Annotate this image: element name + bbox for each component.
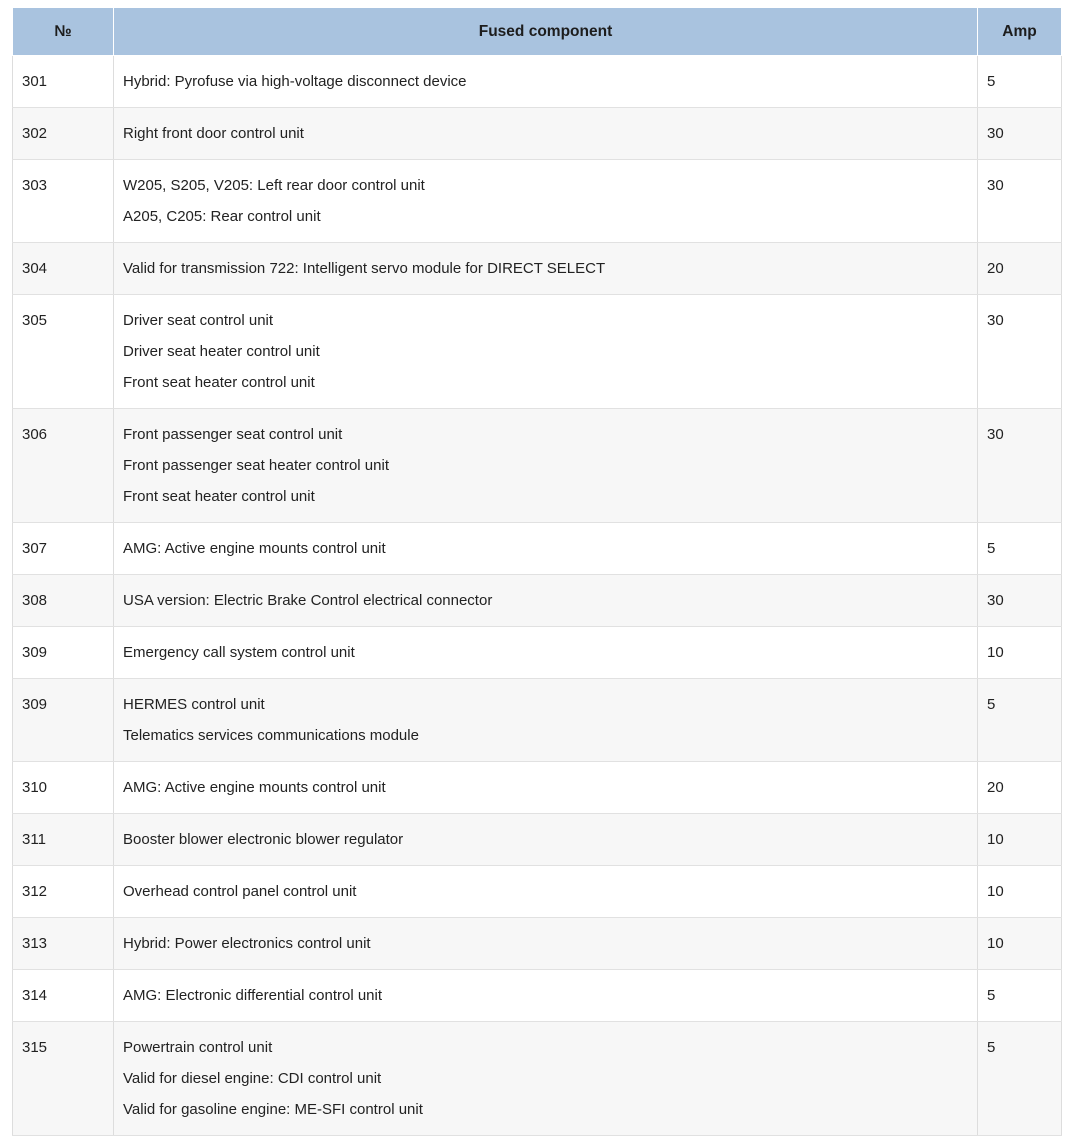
fused-component-cell (114, 866, 978, 918)
amp-rating-cell: 20 (978, 762, 1062, 814)
fuse-number-cell: 308 (13, 575, 114, 627)
fused-component-line: W205, S205, V205: Left rear door control unit (123, 177, 425, 194)
fused-component-line: Right front door control unit (123, 125, 304, 142)
amp-rating-cell: 30 (978, 108, 1062, 160)
amp-rating-cell: 10 (978, 814, 1062, 866)
fused-component-line: AMG: Active engine mounts control unit (123, 779, 386, 796)
fused-component-cell (114, 243, 978, 295)
table-row (13, 1022, 1062, 1136)
fused-component-cell (114, 918, 978, 970)
table-row (13, 409, 1062, 523)
fused-component-cell (114, 575, 978, 627)
fused-component-line: Driver seat heater control unit (123, 343, 320, 360)
fuse-number-cell: 310 (13, 762, 114, 814)
table-header (13, 8, 1062, 56)
fuse-number-cell: 303 (13, 160, 114, 243)
amp-rating-cell: 30 (978, 160, 1062, 243)
fused-component-line: Driver seat control unit (123, 312, 274, 329)
fused-component-line: Powertrain control unit (123, 1039, 273, 1056)
table-row (13, 523, 1062, 575)
fused-component-line: Valid for diesel engine: CDI control unit (123, 1070, 382, 1087)
table-row (13, 918, 1062, 970)
header-row (13, 8, 1062, 56)
table-row (13, 243, 1062, 295)
fused-component-line: Hybrid: Power electronics control unit (123, 935, 371, 952)
fused-component-line: A205, C205: Rear control unit (123, 208, 321, 225)
header-fused-component: Fused component (114, 8, 978, 56)
fuse-number-cell: 312 (13, 866, 114, 918)
table-row (13, 575, 1062, 627)
fused-component-cell (114, 970, 978, 1022)
amp-rating-cell: 10 (978, 866, 1062, 918)
fused-component-line: Valid for gasoline engine: ME-SFI control unit (123, 1101, 423, 1118)
fused-component-cell (114, 523, 978, 575)
fused-component-cell (114, 295, 978, 409)
fuse-number-cell: 309 (13, 627, 114, 679)
fused-component-cell (114, 1022, 978, 1136)
fused-component-line: AMG: Electronic differential control unit (123, 987, 383, 1004)
amp-rating-cell: 5 (978, 1022, 1062, 1136)
header-amp: Amp (978, 8, 1062, 56)
fuse-number-cell: 309 (13, 679, 114, 762)
table-row (13, 762, 1062, 814)
fuse-number-cell: 313 (13, 918, 114, 970)
fused-component-line: Front passenger seat heater control unit (123, 457, 389, 474)
fused-component-line: HERMES control unit (123, 696, 265, 713)
fuse-number-cell: 315 (13, 1022, 114, 1136)
fused-component-cell (114, 762, 978, 814)
fuse-number-cell: 302 (13, 108, 114, 160)
fused-component-cell (114, 814, 978, 866)
amp-rating-cell: 30 (978, 295, 1062, 409)
fuse-number-cell: 314 (13, 970, 114, 1022)
table-row (13, 56, 1062, 108)
fused-component-line: Telematics services communications module (123, 727, 419, 744)
table-row (13, 627, 1062, 679)
amp-rating-cell: 20 (978, 243, 1062, 295)
fused-component-cell (114, 627, 978, 679)
amp-rating-cell: 5 (978, 56, 1062, 108)
table-row (13, 295, 1062, 409)
amp-rating-cell: 5 (978, 679, 1062, 762)
fused-component-line: Valid for transmission 722: Intelligent servo module for DIRECT SELECT (123, 260, 606, 277)
table-row (13, 970, 1062, 1022)
fused-component-line: Front seat heater control unit (123, 488, 315, 505)
fuse-number-cell: 305 (13, 295, 114, 409)
fused-component-line: Emergency call system control unit (123, 644, 355, 661)
header-number: № (13, 8, 114, 56)
fused-component-line: Booster blower electronic blower regulator (123, 831, 404, 848)
fused-component-cell (114, 679, 978, 762)
fused-component-cell (114, 56, 978, 108)
amp-rating-cell: 30 (978, 409, 1062, 523)
table-row (13, 108, 1062, 160)
amp-rating-cell: 5 (978, 970, 1062, 1022)
fuse-number-cell: 301 (13, 56, 114, 108)
fuse-number-cell: 306 (13, 409, 114, 523)
amp-rating-cell: 10 (978, 627, 1062, 679)
fuse-number-cell: 307 (13, 523, 114, 575)
fused-component-line: Overhead control panel control unit (123, 883, 357, 900)
fused-component-line: Front passenger seat control unit (123, 426, 343, 443)
fused-component-line: USA version: Electric Brake Control electrical connector (123, 592, 493, 609)
table-row (13, 679, 1062, 762)
amp-rating-cell: 30 (978, 575, 1062, 627)
table-row (13, 160, 1062, 243)
table-row (13, 814, 1062, 866)
fused-component-line: Hybrid: Pyrofuse via high-voltage disconnect device (123, 73, 467, 90)
table-row (13, 866, 1062, 918)
fuse-number-cell: 311 (13, 814, 114, 866)
amp-rating-cell: 10 (978, 918, 1062, 970)
table-body (13, 56, 1062, 1136)
fuse-number-cell: 304 (13, 243, 114, 295)
fused-component-cell (114, 160, 978, 243)
fused-component-cell (114, 108, 978, 160)
fused-component-cell (114, 409, 978, 523)
fused-component-line: Front seat heater control unit (123, 374, 315, 391)
fuse-table (12, 7, 1062, 1136)
fused-component-line: AMG: Active engine mounts control unit (123, 540, 386, 557)
amp-rating-cell: 5 (978, 523, 1062, 575)
